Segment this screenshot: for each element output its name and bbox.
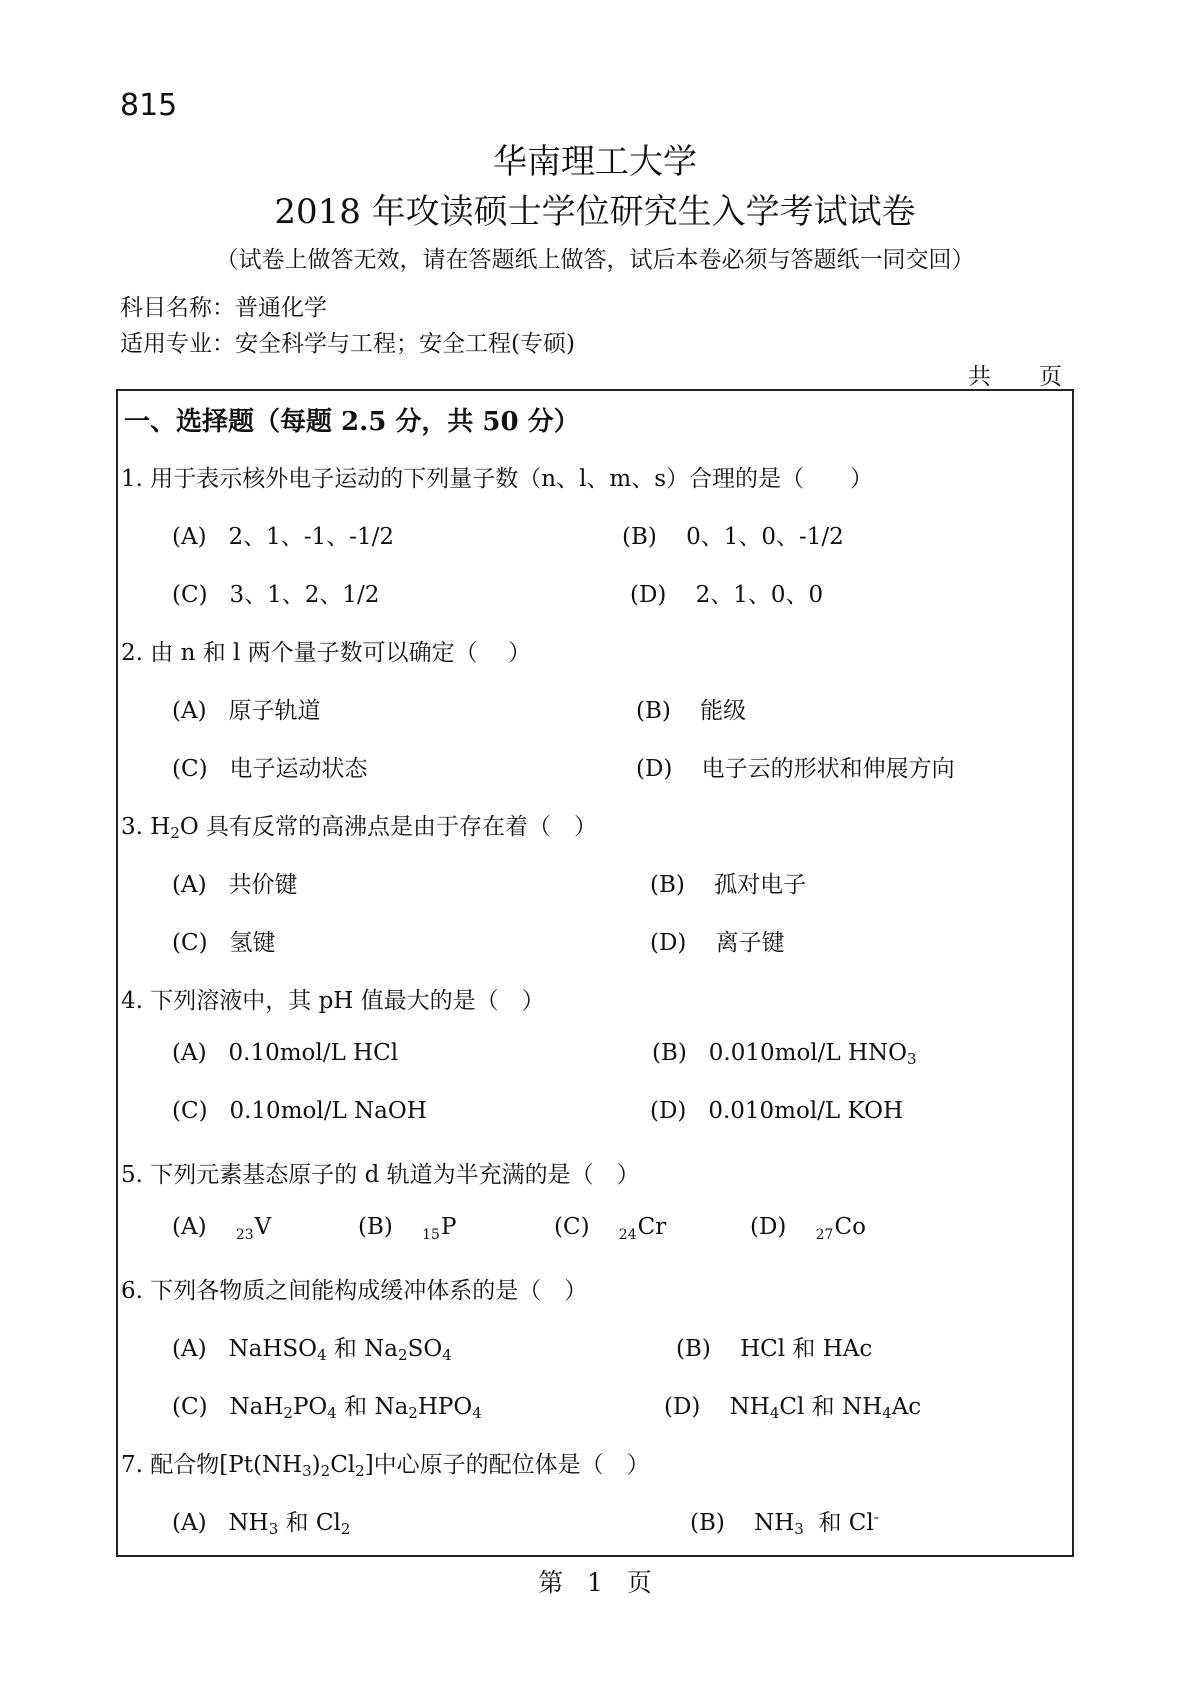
q1-option-c: (C) 3、1、2、1/2: [172, 582, 380, 608]
school-name: 华南理工大学: [493, 142, 697, 182]
subject-name: 科目名称：普通化学: [120, 295, 327, 321]
q6-option-c: (C) $NaH_2PO_4$ 和 $Na_2HPO_4$: [172, 1394, 482, 1422]
question-2-stem: 2. 由 n 和 l 两个量子数可以确定（ ）: [121, 640, 531, 666]
q4-option-b: (B) 0.010mol/L $HNO_3$: [652, 1040, 917, 1068]
question-1-stem: 1. 用于表示核外电子运动的下列量子数（n、l、m、s）合理的是（ ）: [121, 466, 874, 492]
page-footer: 第 1 页: [538, 1568, 652, 1597]
total-pages: 共 页: [968, 364, 1062, 390]
q2-option-a: (A) 原子轨道: [172, 698, 321, 724]
q5-option-c: (C) $_{24}$Cr: [554, 1214, 667, 1243]
question-4-stem: 4. 下列溶液中，其 pH 值最大的是（ ）: [121, 988, 545, 1014]
exam-notice: （试卷上做答无效，请在答题纸上做答，试后本卷必须与答题纸一同交回）: [215, 247, 975, 273]
q7-option-b: (B) $NH_3$ 和 Cl-: [690, 1508, 879, 1538]
q6-option-b: (B) HCl 和 HAc: [676, 1336, 873, 1362]
q1-option-d: (D) 2、1、0、0: [630, 582, 824, 608]
q5-option-a: (A) $_{23}$V: [172, 1214, 272, 1243]
q4-option-a: (A) 0.10mol/L HCl: [172, 1040, 399, 1066]
q2-option-b: (B) 能级: [636, 698, 747, 724]
q3-option-c: (C) 氢键: [172, 930, 276, 956]
question-3-stem: 3. $H_2O$ 具有反常的高沸点是由于存在着（ ）: [121, 814, 598, 842]
q5-option-d: (D) $_{27}$Co: [750, 1214, 866, 1243]
q4-option-c: (C) 0.10mol/L NaOH: [172, 1098, 427, 1124]
q1-option-a: (A) 2、1、-1、-1/2: [172, 524, 394, 550]
q3-option-a: (A) 共价键: [172, 872, 298, 898]
exam-title: 2018 年攻读硕士学位研究生入学考试试卷: [274, 192, 916, 232]
q1-option-b: (B) 0、1、0、-1/2: [622, 524, 844, 550]
q7-option-a: (A) $NH_3$ 和 $Cl_2$: [172, 1510, 351, 1538]
applicable-major: 适用专业：安全科学与工程；安全工程(专硕): [120, 331, 575, 357]
q2-option-d: (D) 电子云的形状和伸展方向: [636, 756, 955, 782]
question-5-stem: 5. 下列元素基态原子的 d 轨道为半充满的是（ ）: [121, 1162, 640, 1188]
q6-option-d: (D) $NH_4Cl$ 和 $NH_4Ac$: [664, 1394, 922, 1422]
question-6-stem: 6. 下列各物质之间能构成缓冲体系的是（ ）: [121, 1278, 588, 1304]
question-frame: [116, 389, 1074, 1557]
q3-option-b: (B) 孤对电子: [650, 872, 807, 898]
q4-option-d: (D) 0.010mol/L KOH: [650, 1098, 903, 1124]
exam-code: 815: [120, 88, 178, 123]
q5-option-b: (B) $_{15}$P: [358, 1214, 457, 1243]
question-7-stem: 7. 配合物$[Pt(NH_3)_2Cl_2]$中心原子的配位体是（ ）: [121, 1452, 650, 1480]
q6-option-a: (A) NaHSO$_4$ 和 $Na_2SO_4$: [172, 1336, 452, 1364]
q3-option-d: (D) 离子键: [650, 930, 785, 956]
q2-option-c: (C) 电子运动状态: [172, 756, 368, 782]
section-title: 一、选择题（每题 2.5 分，共 50 分）: [124, 407, 580, 437]
